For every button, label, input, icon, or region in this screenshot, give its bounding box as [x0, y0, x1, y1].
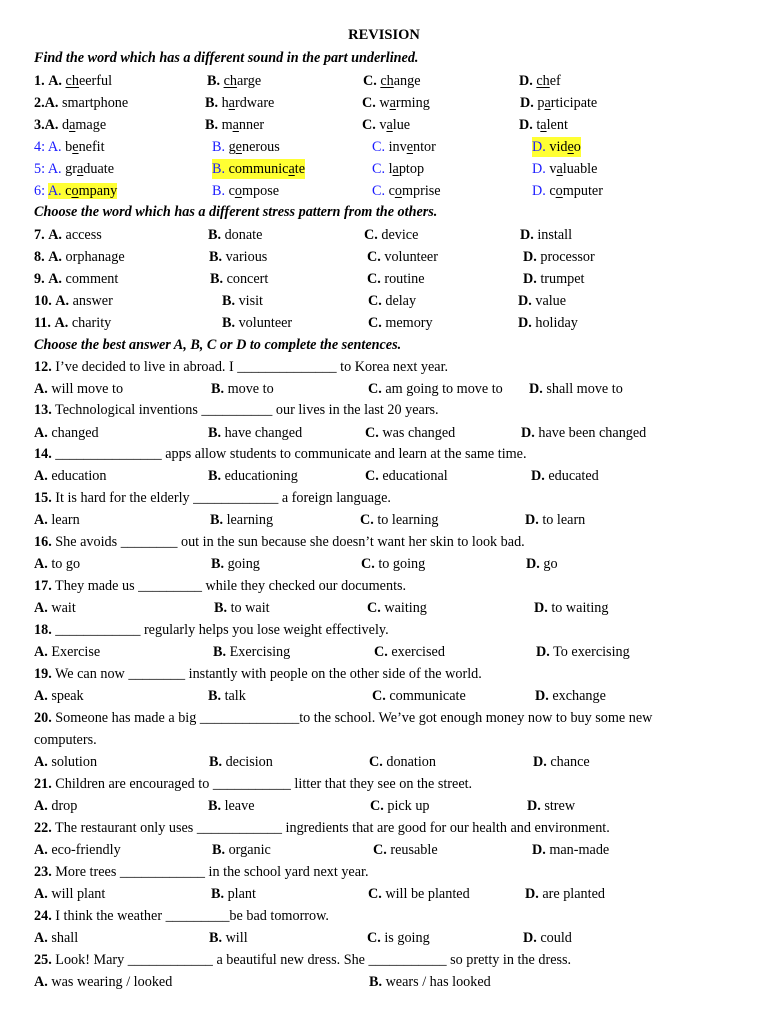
question-23-options: A. will plant B. plant C. will be planted D. are planted [34, 886, 605, 902]
question-8: 8. A. orphanage B. various C. volunteer D. processor [34, 249, 595, 265]
question-15-stem: 15. It is hard for the elderly ____________ a foreign language. [34, 490, 391, 506]
question-16-stem: 16. She avoids ________ out in the sun because she doesn’t want her skin to look bad. [34, 534, 525, 550]
question-12-options: A. will move to B. move to C. am going to move to D. shall move to [34, 381, 623, 397]
question-14-options: A. education B. educationing C. educational D. educated [34, 468, 599, 484]
section-instruction-1: Find the word which has a different sound in the part underlined. [34, 50, 419, 66]
highlighted-answer-6a: A. company [47, 183, 118, 199]
question-2: 2.A. smartphone B. hardware C. warming D. participate [34, 95, 598, 111]
question-17-stem: 17. They made us _________ while they checked our documents. [34, 578, 407, 594]
question-19-stem: 19. We can now ________ instantly with people on the other side of the world. [34, 666, 482, 682]
highlighted-answer-5b: B. communicate [212, 161, 306, 177]
question-22-options: A. eco-friendly B. organic C. reusable D. man-made [34, 842, 610, 858]
question-20-stem-continued: computers. [34, 732, 97, 748]
question-13-options: A. changed B. have changed C. was changed D. have been changed [34, 425, 647, 441]
question-11: 11. A. charity B. volunteer C. memory D. holiday [34, 315, 578, 331]
question-10: 10. A. answer B. visit C. delay D. value [34, 293, 567, 309]
question-1: 1. A. cheerful B. charge C. change D. chef [34, 73, 561, 89]
question-9: 9. A. comment B. concert C. routine D. trumpet [34, 271, 585, 287]
question-24-stem: 24. I think the weather _________be bad tomorrow. [34, 908, 329, 924]
question-25-stem: 25. Look! Mary ____________ a beautiful new dress. She ___________ so pretty in the dress. [34, 952, 572, 968]
question-6: 6: A. company B. compose C. comprise D. computer [34, 183, 603, 199]
page-title: REVISION [348, 27, 420, 43]
question-5: 5: A. graduate B. communicate C. laptop D. valuable [34, 161, 598, 177]
section-instruction-2: Choose the word which has a different stress pattern from the others. [34, 204, 438, 220]
question-14-stem: 14. _______________ apps allow students to communicate and learn at the same time. [34, 446, 527, 462]
question-4: 4: A. benefit B. generous C. inventor D. video [34, 139, 581, 155]
question-19-options: A. speak B. talk C. communicate D. exchange [34, 688, 606, 704]
question-23-stem: 23. More trees ____________ in the school yard next year. [34, 864, 369, 880]
question-3: 3.A. damage B. manner C. value D. talent [34, 117, 568, 133]
question-15-options: A. learn B. learning C. to learning D. to learn [34, 512, 586, 528]
question-17-options: A. wait B. to wait C. waiting D. to waiting [34, 600, 609, 616]
question-22-stem: 22. The restaurant only uses ____________ ingredients that are good for our health and environment. [34, 820, 610, 836]
question-7: 7. A. access B. donate C. device D. install [34, 227, 573, 243]
question-18-options: A. Exercise B. Exercising C. exercised D. To exercising [34, 644, 630, 660]
question-21-stem: 21. Children are encouraged to ___________ litter that they see on the street. [34, 776, 473, 792]
question-20-stem: 20. Someone has made a big ______________to the school. We’ve got enough money now to buy some new [34, 710, 653, 726]
question-12-stem: 12. I’ve decided to live in abroad. I ______________ to Korea next year. [34, 359, 449, 375]
question-13-stem: 13. Technological inventions __________ our lives in the last 20 years. [34, 402, 439, 418]
question-16-options: A. to go B. going C. to going D. go [34, 556, 558, 572]
highlighted-answer-4d: D. video [532, 139, 581, 155]
question-25-options: A. was wearing / looked B. wears / has looked [34, 974, 491, 990]
question-20-options: A. solution B. decision C. donation D. chance [34, 754, 590, 770]
question-24-options: A. shall B. will C. is going D. could [34, 930, 572, 946]
question-21-options: A. drop B. leave C. pick up D. strew [34, 798, 576, 814]
question-18-stem: 18. ____________ regularly helps you lose weight effectively. [34, 622, 389, 638]
section-instruction-3: Choose the best answer A, B, C or D to complete the sentences. [34, 337, 402, 353]
